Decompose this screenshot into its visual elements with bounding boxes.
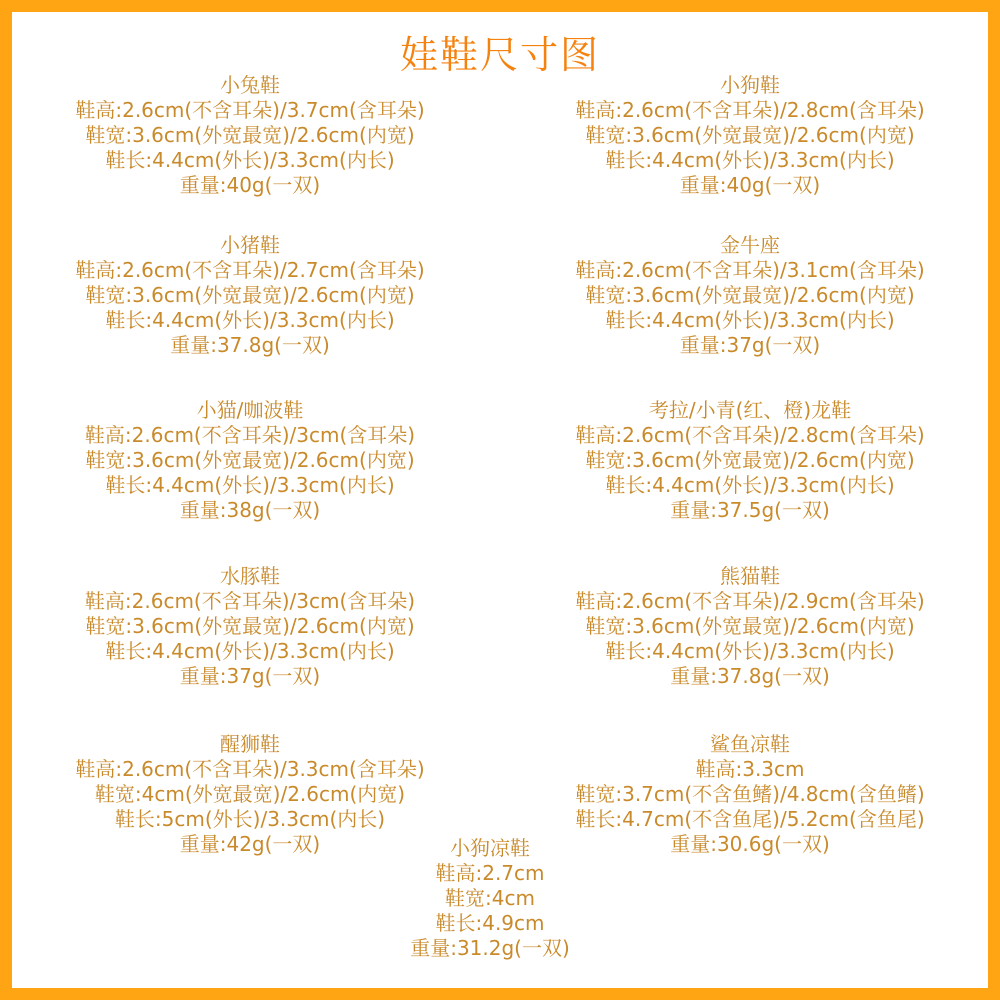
width-line: 鞋宽:3.6cm(外宽最宽)/2.6cm(内宽) [85, 283, 415, 307]
weight-line: 重量:30.6g(一双) [670, 832, 830, 856]
block-name: 考拉/小青(红、橙)龙鞋 [648, 398, 852, 422]
length-line: 鞋长:4.9cm [435, 911, 545, 935]
weight-line: 重量:42g(一双) [179, 832, 321, 856]
block-name: 小猫/咖波鞋 [196, 398, 304, 422]
weight-line: 重量:31.2g(一双) [410, 936, 570, 960]
size-block-rabbit [40, 73, 460, 198]
weight-line: 重量:38g(一双) [179, 498, 321, 522]
width-line: 鞋宽:4cm [445, 886, 535, 910]
weight-line: 重量:37.8g(一双) [170, 333, 330, 357]
width-line: 鞋宽:3.6cm(外宽最宽)/2.6cm(内宽) [585, 614, 915, 638]
width-line: 鞋宽:4cm(外宽最宽)/2.6cm(内宽) [94, 782, 406, 806]
weight-line: 重量:37g(一双) [679, 333, 821, 357]
height-line: 鞋高:2.6cm(不含耳朵)/2.9cm(含耳朵) [575, 589, 925, 613]
size-block-koala-dragon [540, 398, 960, 523]
weight-line: 重量:37g(一双) [179, 664, 321, 688]
width-line: 鞋宽:3.6cm(外宽最宽)/2.6cm(内宽) [85, 123, 415, 147]
length-line: 鞋长:4.4cm(外长)/3.3cm(内长) [105, 308, 395, 332]
height-line: 鞋高:2.6cm(不含耳朵)/2.8cm(含耳朵) [575, 98, 925, 122]
length-line: 鞋长:4.4cm(外长)/3.3cm(内长) [605, 639, 895, 663]
block-name: 小狗凉鞋 [450, 836, 530, 860]
block-name: 小狗鞋 [720, 73, 780, 97]
size-block-capybara [40, 564, 460, 689]
length-line: 鞋长:4.4cm(外长)/3.3cm(内长) [605, 473, 895, 497]
height-line: 鞋高:2.6cm(不含耳朵)/2.7cm(含耳朵) [75, 258, 425, 282]
weight-line: 重量:40g(一双) [179, 173, 321, 197]
block-name: 鲨鱼凉鞋 [710, 732, 790, 756]
block-name: 金牛座 [720, 233, 780, 257]
block-name: 小猪鞋 [220, 233, 280, 257]
length-line: 鞋长:4.4cm(外长)/3.3cm(内长) [105, 148, 395, 172]
length-line: 鞋长:5cm(外长)/3.3cm(内长) [114, 807, 386, 831]
height-line: 鞋高:2.6cm(不含耳朵)/3.1cm(含耳朵) [575, 258, 925, 282]
height-line: 鞋高:2.6cm(不含耳朵)/2.8cm(含耳朵) [575, 423, 925, 447]
width-line: 鞋宽:3.6cm(外宽最宽)/2.6cm(内宽) [85, 448, 415, 472]
length-line: 鞋长:4.4cm(外长)/3.3cm(内长) [105, 473, 395, 497]
block-name: 醒狮鞋 [220, 732, 280, 756]
page-title: 娃鞋尺寸图 [399, 33, 600, 77]
length-line: 鞋长:4.4cm(外长)/3.3cm(内长) [605, 148, 895, 172]
size-block-dog [540, 73, 960, 198]
height-line: 鞋高:2.6cm(不含耳朵)/3cm(含耳朵) [84, 589, 416, 613]
size-block-panda [540, 564, 960, 689]
size-block-taurus [540, 233, 960, 358]
weight-line: 重量:37.8g(一双) [670, 664, 830, 688]
size-block-cat [40, 398, 460, 523]
size-block-dog-sandal [280, 836, 700, 961]
width-line: 鞋宽:3.6cm(外宽最宽)/2.6cm(内宽) [85, 614, 415, 638]
weight-line: 重量:37.5g(一双) [670, 498, 830, 522]
height-line: 鞋高:3.3cm [695, 757, 805, 781]
block-name: 小兔鞋 [220, 73, 280, 97]
length-line: 鞋长:4.4cm(外长)/3.3cm(内长) [605, 308, 895, 332]
width-line: 鞋宽:3.6cm(外宽最宽)/2.6cm(内宽) [585, 283, 915, 307]
length-line: 鞋长:4.7cm(不含鱼尾)/5.2cm(含鱼尾) [575, 807, 925, 831]
block-name: 熊猫鞋 [720, 564, 780, 588]
width-line: 鞋宽:3.6cm(外宽最宽)/2.6cm(内宽) [585, 448, 915, 472]
size-block-pig [40, 233, 460, 358]
width-line: 鞋宽:3.7cm(不含鱼鳍)/4.8cm(含鱼鳍) [575, 782, 925, 806]
height-line: 鞋高:2.6cm(不含耳朵)/3.3cm(含耳朵) [75, 757, 425, 781]
weight-line: 重量:40g(一双) [679, 173, 821, 197]
height-line: 鞋高:2.6cm(不含耳朵)/3cm(含耳朵) [84, 423, 416, 447]
length-line: 鞋长:4.4cm(外长)/3.3cm(内长) [105, 639, 395, 663]
width-line: 鞋宽:3.6cm(外宽最宽)/2.6cm(内宽) [585, 123, 915, 147]
height-line: 鞋高:2.6cm(不含耳朵)/3.7cm(含耳朵) [75, 98, 425, 122]
block-name: 水豚鞋 [220, 564, 280, 588]
height-line: 鞋高:2.7cm [435, 861, 545, 885]
